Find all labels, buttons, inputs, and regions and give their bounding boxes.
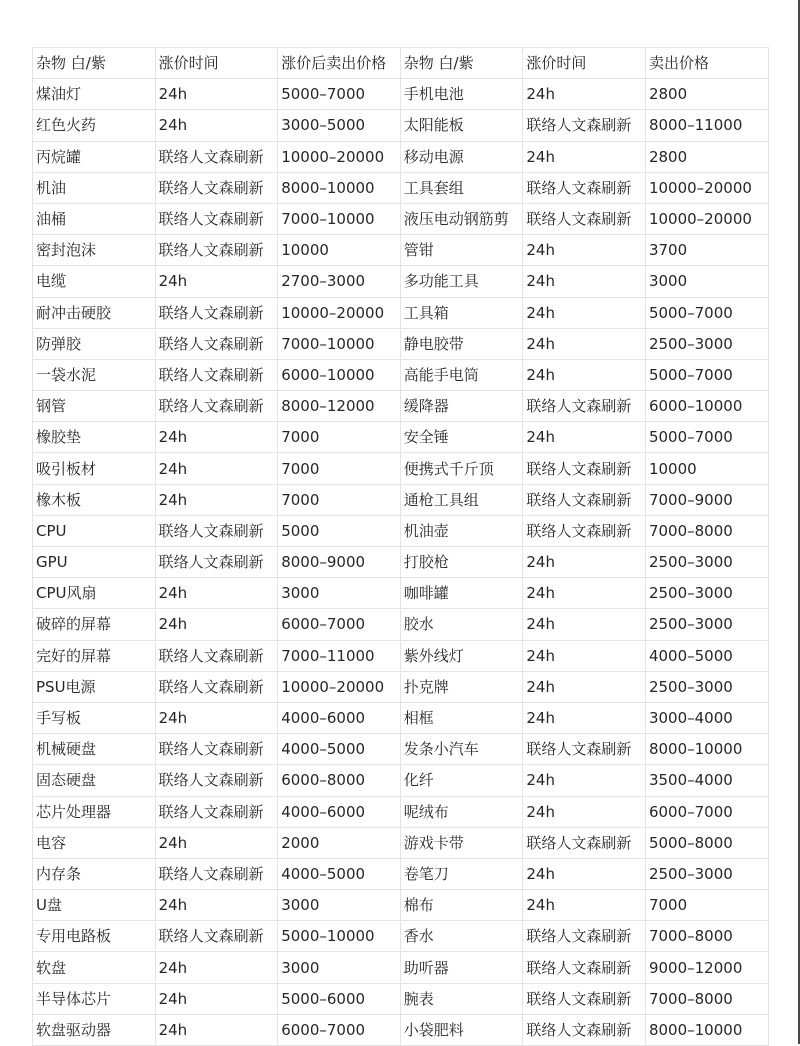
table-row (33, 983, 769, 1014)
table-row (33, 547, 769, 578)
table-row (33, 297, 769, 328)
raise-time-left: 联络人文森刷新 (155, 640, 278, 671)
item-name-left: 防弹胶 (33, 328, 156, 359)
sell-price-left: 4000–6000 (278, 702, 401, 733)
raise-time-left: 联络人文森刷新 (155, 765, 278, 796)
item-name-right: 安全锤 (400, 422, 523, 453)
raise-time-right: 联络人文森刷新 (523, 172, 646, 203)
raise-time-left: 24h (155, 578, 278, 609)
item-name-left: 电缆 (33, 266, 156, 297)
sell-price-right: 8000–10000 (645, 734, 768, 765)
raise-time-left: 联络人文森刷新 (155, 297, 278, 328)
sell-price-left: 7000–10000 (278, 203, 401, 234)
item-name-left: 软盘驱动器 (33, 1014, 156, 1045)
item-name-right: 胶水 (400, 609, 523, 640)
sell-price-right: 7000–8000 (645, 921, 768, 952)
raise-time-right: 24h (523, 79, 646, 110)
item-name-left: U盘 (33, 890, 156, 921)
item-name-left: 煤油灯 (33, 79, 156, 110)
raise-time-left: 联络人文森刷新 (155, 671, 278, 702)
item-name-right: 移动电源 (400, 141, 523, 172)
raise-time-right: 24h (523, 640, 646, 671)
sell-price-right: 4000–5000 (645, 640, 768, 671)
raise-time-right: 联络人文森刷新 (523, 484, 646, 515)
item-name-right: 多功能工具 (400, 266, 523, 297)
table-row (33, 141, 769, 172)
table-row (33, 609, 769, 640)
table-row (33, 110, 769, 141)
item-name-left: 完好的屏幕 (33, 640, 156, 671)
raise-time-right: 24h (523, 858, 646, 889)
sell-price-left: 3000–5000 (278, 110, 401, 141)
raise-time-right: 联络人文森刷新 (523, 827, 646, 858)
sell-price-right: 7000 (645, 890, 768, 921)
raise-time-right: 24h (523, 765, 646, 796)
header-raise-time-right: 涨价时间 (523, 48, 646, 79)
sell-price-left: 3000 (278, 890, 401, 921)
raise-time-left: 24h (155, 266, 278, 297)
table-row (33, 890, 769, 921)
item-name-right: 发条小汽车 (400, 734, 523, 765)
sell-price-left: 4000–6000 (278, 796, 401, 827)
raise-time-right: 24h (523, 702, 646, 733)
item-name-right: 缓降器 (400, 391, 523, 422)
item-name-right: 静电胶带 (400, 328, 523, 359)
table-row (33, 734, 769, 765)
sell-price-left: 6000–7000 (278, 1014, 401, 1045)
sell-price-left: 7000–11000 (278, 640, 401, 671)
sell-price-right: 3500–4000 (645, 765, 768, 796)
item-name-right: 卷笔刀 (400, 858, 523, 889)
item-name-left: 专用电路板 (33, 921, 156, 952)
header-item-left: 杂物 白/紫 (33, 48, 156, 79)
raise-time-right: 联络人文森刷新 (523, 1014, 646, 1045)
raise-time-right: 24h (523, 297, 646, 328)
sell-price-left: 7000 (278, 484, 401, 515)
sell-price-left: 5000 (278, 515, 401, 546)
sell-price-right: 8000–10000 (645, 1014, 768, 1045)
table-row (33, 453, 769, 484)
item-name-left: 半导体芯片 (33, 983, 156, 1014)
item-name-right: 游戏卡带 (400, 827, 523, 858)
item-name-left: 破碎的屏幕 (33, 609, 156, 640)
item-name-left: CPU风扇 (33, 578, 156, 609)
item-name-left: 耐冲击硬胶 (33, 297, 156, 328)
raise-time-right: 联络人文森刷新 (523, 391, 646, 422)
raise-time-right: 联络人文森刷新 (523, 110, 646, 141)
sell-price-left: 4000–5000 (278, 858, 401, 889)
item-name-left: 固态硬盘 (33, 765, 156, 796)
item-name-right: 便携式千斤顶 (400, 453, 523, 484)
table-row (33, 702, 769, 733)
table-row (33, 422, 769, 453)
item-name-left: 机油 (33, 172, 156, 203)
raise-time-left: 联络人文森刷新 (155, 515, 278, 546)
raise-time-right: 联络人文森刷新 (523, 952, 646, 983)
raise-time-right: 24h (523, 547, 646, 578)
item-name-right: 咖啡罐 (400, 578, 523, 609)
sell-price-right: 2500–3000 (645, 671, 768, 702)
sell-price-right: 5000–7000 (645, 422, 768, 453)
raise-time-left: 联络人文森刷新 (155, 141, 278, 172)
raise-time-left: 联络人文森刷新 (155, 858, 278, 889)
item-name-right: 管钳 (400, 235, 523, 266)
table-row (33, 858, 769, 889)
item-name-left: GPU (33, 547, 156, 578)
item-name-left: PSU电源 (33, 671, 156, 702)
item-name-left: 软盘 (33, 952, 156, 983)
item-name-left: 手写板 (33, 702, 156, 733)
raise-time-right: 联络人文森刷新 (523, 983, 646, 1014)
raise-time-left: 联络人文森刷新 (155, 235, 278, 266)
item-name-right: 液压电动钢筋剪 (400, 203, 523, 234)
raise-time-left: 联络人文森刷新 (155, 921, 278, 952)
raise-time-left: 联络人文森刷新 (155, 796, 278, 827)
raise-time-left: 联络人文森刷新 (155, 547, 278, 578)
sell-price-left: 7000 (278, 453, 401, 484)
raise-time-right: 联络人文森刷新 (523, 515, 646, 546)
sell-price-right: 10000–20000 (645, 172, 768, 203)
sell-price-left: 10000–20000 (278, 671, 401, 702)
item-name-right: 紫外线灯 (400, 640, 523, 671)
item-name-left: 机械硬盘 (33, 734, 156, 765)
header-price-right: 卖出价格 (645, 48, 768, 79)
item-name-right: 扑克牌 (400, 671, 523, 702)
item-name-right: 化纤 (400, 765, 523, 796)
sell-price-left: 8000–10000 (278, 172, 401, 203)
sell-price-right: 6000–7000 (645, 796, 768, 827)
item-name-right: 机油壶 (400, 515, 523, 546)
raise-time-left: 联络人文森刷新 (155, 172, 278, 203)
item-name-right: 香水 (400, 921, 523, 952)
sell-price-right: 6000–10000 (645, 391, 768, 422)
sell-price-right: 3000–4000 (645, 702, 768, 733)
raise-time-left: 24h (155, 484, 278, 515)
sell-price-left: 6000–7000 (278, 609, 401, 640)
item-name-right: 相框 (400, 702, 523, 733)
sell-price-left: 3000 (278, 578, 401, 609)
raise-time-left: 24h (155, 890, 278, 921)
raise-time-right: 24h (523, 359, 646, 390)
raise-time-left: 联络人文森刷新 (155, 203, 278, 234)
table-row (33, 235, 769, 266)
sell-price-left: 10000–20000 (278, 141, 401, 172)
sell-price-left: 5000–7000 (278, 79, 401, 110)
raise-time-left: 联络人文森刷新 (155, 391, 278, 422)
raise-time-left: 24h (155, 1014, 278, 1045)
table-row (33, 952, 769, 983)
raise-time-right: 24h (523, 235, 646, 266)
table-row (33, 328, 769, 359)
table-row (33, 921, 769, 952)
table-row (33, 578, 769, 609)
raise-time-right: 24h (523, 141, 646, 172)
sell-price-left: 2700–3000 (278, 266, 401, 297)
raise-time-left: 24h (155, 983, 278, 1014)
sell-price-right: 2500–3000 (645, 609, 768, 640)
sell-price-right: 7000–8000 (645, 983, 768, 1014)
raise-time-left: 24h (155, 422, 278, 453)
raise-time-right: 联络人文森刷新 (523, 203, 646, 234)
raise-time-left: 24h (155, 79, 278, 110)
price-table-body (33, 48, 769, 1046)
raise-time-right: 联络人文森刷新 (523, 921, 646, 952)
item-name-left: 内存条 (33, 858, 156, 889)
item-name-left: 密封泡沫 (33, 235, 156, 266)
raise-time-right: 24h (523, 671, 646, 702)
item-name-right: 高能手电筒 (400, 359, 523, 390)
item-name-left: 钢管 (33, 391, 156, 422)
sell-price-right: 5000–7000 (645, 297, 768, 328)
sell-price-right: 8000–11000 (645, 110, 768, 141)
item-name-right: 打胶枪 (400, 547, 523, 578)
item-name-left: 吸引板材 (33, 453, 156, 484)
raise-time-left: 24h (155, 609, 278, 640)
item-name-left: 油桶 (33, 203, 156, 234)
table-header-row (33, 48, 769, 79)
raise-time-right: 24h (523, 578, 646, 609)
table-row (33, 640, 769, 671)
item-name-left: 橡胶垫 (33, 422, 156, 453)
header-raise-time-left: 涨价时间 (155, 48, 278, 79)
raise-time-left: 24h (155, 110, 278, 141)
item-name-right: 助听器 (400, 952, 523, 983)
raise-time-right: 24h (523, 266, 646, 297)
table-row (33, 515, 769, 546)
item-name-right: 腕表 (400, 983, 523, 1014)
raise-time-right: 联络人文森刷新 (523, 734, 646, 765)
item-name-right: 棉布 (400, 890, 523, 921)
sell-price-right: 3700 (645, 235, 768, 266)
table-row (33, 671, 769, 702)
raise-time-right: 24h (523, 609, 646, 640)
table-row (33, 203, 769, 234)
sell-price-left: 5000–10000 (278, 921, 401, 952)
table-row (33, 484, 769, 515)
sell-price-left: 6000–8000 (278, 765, 401, 796)
table-row (33, 391, 769, 422)
raise-time-left: 联络人文森刷新 (155, 359, 278, 390)
raise-time-right: 24h (523, 422, 646, 453)
item-name-left: 芯片处理器 (33, 796, 156, 827)
item-name-left: 橡木板 (33, 484, 156, 515)
sell-price-right: 5000–8000 (645, 827, 768, 858)
sell-price-right: 2500–3000 (645, 578, 768, 609)
table-row (33, 796, 769, 827)
header-item-right: 杂物 白/紫 (400, 48, 523, 79)
sell-price-left: 10000–20000 (278, 297, 401, 328)
sell-price-left: 8000–9000 (278, 547, 401, 578)
raise-time-left: 24h (155, 952, 278, 983)
table-row (33, 827, 769, 858)
sell-price-right: 10000–20000 (645, 203, 768, 234)
item-name-left: 一袋水泥 (33, 359, 156, 390)
raise-time-right: 24h (523, 890, 646, 921)
item-name-right: 通枪工具组 (400, 484, 523, 515)
item-name-left: 电容 (33, 827, 156, 858)
sell-price-right: 7000–9000 (645, 484, 768, 515)
sell-price-right: 2500–3000 (645, 547, 768, 578)
table-row (33, 266, 769, 297)
sell-price-left: 8000–12000 (278, 391, 401, 422)
table-row (33, 359, 769, 390)
sell-price-left: 5000–6000 (278, 983, 401, 1014)
raise-time-left: 24h (155, 453, 278, 484)
sell-price-right: 2800 (645, 79, 768, 110)
price-table (32, 47, 769, 1046)
raise-time-left: 联络人文森刷新 (155, 734, 278, 765)
raise-time-left: 24h (155, 827, 278, 858)
item-name-left: CPU (33, 515, 156, 546)
sell-price-left: 4000–5000 (278, 734, 401, 765)
sell-price-left: 10000 (278, 235, 401, 266)
item-name-right: 小袋肥料 (400, 1014, 523, 1045)
header-price-left: 涨价后卖出价格 (278, 48, 401, 79)
sell-price-right: 7000–8000 (645, 515, 768, 546)
sell-price-right: 2500–3000 (645, 328, 768, 359)
item-name-right: 手机电池 (400, 79, 523, 110)
raise-time-right: 24h (523, 796, 646, 827)
sell-price-left: 7000–10000 (278, 328, 401, 359)
sell-price-right: 5000–7000 (645, 359, 768, 390)
item-name-right: 太阳能板 (400, 110, 523, 141)
sell-price-left: 3000 (278, 952, 401, 983)
raise-time-left: 24h (155, 702, 278, 733)
item-name-right: 工具套组 (400, 172, 523, 203)
sell-price-right: 10000 (645, 453, 768, 484)
sell-price-right: 2800 (645, 141, 768, 172)
item-name-right: 工具箱 (400, 297, 523, 328)
sell-price-left: 7000 (278, 422, 401, 453)
table-row (33, 172, 769, 203)
sell-price-right: 3000 (645, 266, 768, 297)
item-name-left: 丙烷罐 (33, 141, 156, 172)
sell-price-right: 2500–3000 (645, 858, 768, 889)
raise-time-left: 联络人文森刷新 (155, 328, 278, 359)
table-row (33, 1014, 769, 1045)
sell-price-left: 6000–10000 (278, 359, 401, 390)
table-row (33, 765, 769, 796)
table-row (33, 79, 769, 110)
sell-price-right: 9000–12000 (645, 952, 768, 983)
item-name-left: 红色火药 (33, 110, 156, 141)
raise-time-right: 24h (523, 328, 646, 359)
sell-price-left: 2000 (278, 827, 401, 858)
raise-time-right: 联络人文森刷新 (523, 453, 646, 484)
item-name-right: 呢绒布 (400, 796, 523, 827)
